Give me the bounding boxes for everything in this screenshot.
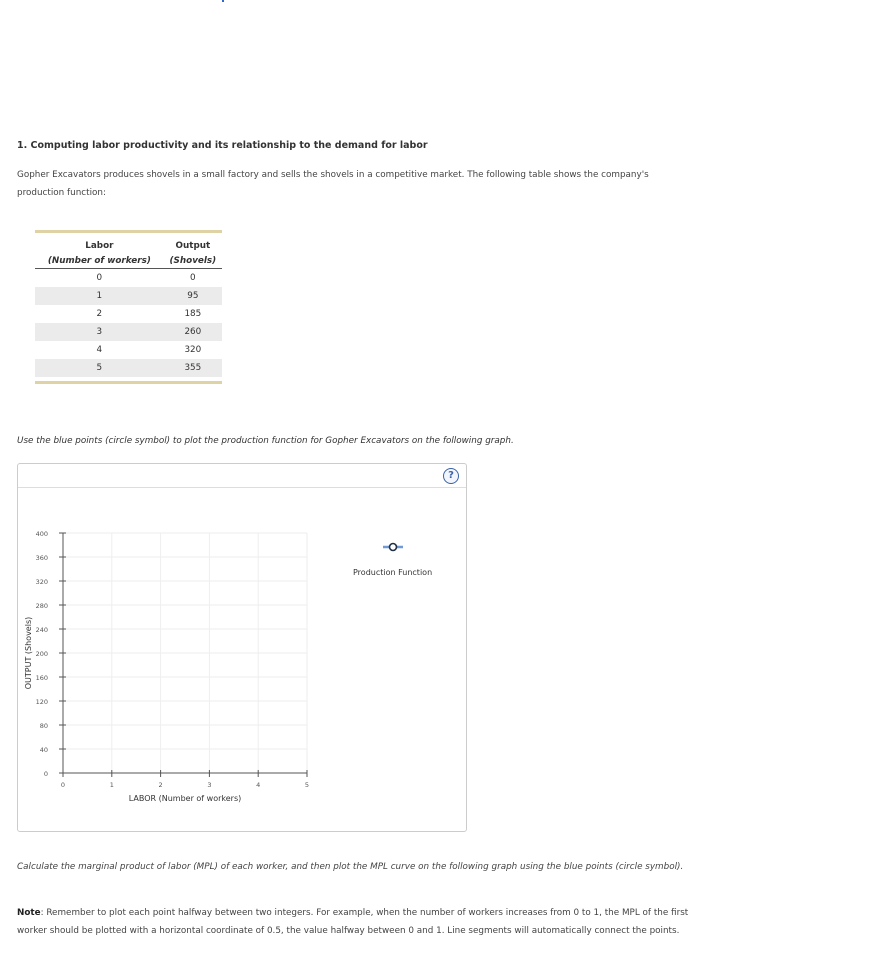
help-icon[interactable]: ? xyxy=(443,468,459,484)
circle-marker-icon[interactable] xyxy=(390,544,397,551)
labor-header: Labor xyxy=(85,241,114,251)
labor-subheader: (Number of workers) xyxy=(35,253,164,269)
x-tick-label: 0 xyxy=(60,781,66,789)
labor-cell: 0 xyxy=(96,273,103,283)
table-row xyxy=(35,269,222,288)
mpl-instruction: Calculate the marginal product of labor (MPL) of each worker, and then plot the MPL curve on the following graph using the blue points (circle symbol). xyxy=(17,862,684,872)
labor-cell: 4 xyxy=(96,345,103,355)
x-tick-label: 5 xyxy=(304,781,310,789)
table-row xyxy=(35,287,222,305)
y-axis-title: OUTPUT (Shovels) xyxy=(24,616,33,690)
legend-label: Production Function xyxy=(353,568,433,577)
plot-instruction: Use the blue points (circle symbol) to plot the production function for Gopher Excavators on the following graph. xyxy=(17,436,514,446)
output-header: Output xyxy=(175,241,211,251)
output-cell: 355 xyxy=(164,359,222,377)
output-cell: 185 xyxy=(184,309,202,319)
production-chart[interactable] xyxy=(18,464,466,831)
y-tick-label: 120 xyxy=(35,698,48,706)
y-tick-label: 240 xyxy=(35,626,48,634)
x-tick-label: 3 xyxy=(207,781,212,789)
y-tick-label: 80 xyxy=(39,722,48,730)
y-tick-label: 400 xyxy=(35,530,48,538)
table-row xyxy=(35,305,222,323)
labor-cell: 5 xyxy=(35,359,164,377)
note-label: Note xyxy=(17,908,41,918)
output-cell: 0 xyxy=(190,273,196,283)
production-table xyxy=(35,230,222,384)
y-tick-label: 200 xyxy=(35,650,48,658)
y-tick-label: 0 xyxy=(43,770,48,778)
question-title: 1. Computing labor productivity and its relationship to the demand for labor xyxy=(17,140,428,151)
scroll-marker xyxy=(222,0,224,2)
graph-panel xyxy=(17,463,467,832)
labor-cell: 2 xyxy=(96,309,103,319)
y-tick-label: 360 xyxy=(35,554,48,562)
table-bottom-rule xyxy=(35,381,222,384)
y-tick-label: 280 xyxy=(35,602,48,610)
table-row xyxy=(35,359,222,377)
table-row xyxy=(35,323,222,341)
question-intro: Gopher Excavators produces shovels in a small factory and sells the shovels in a competitive market. The following table shows the company's production function: xyxy=(17,170,649,198)
x-tick-label: 4 xyxy=(256,781,261,789)
output-cell: 320 xyxy=(184,345,202,355)
output-cell: 95 xyxy=(164,287,222,305)
y-tick-label: 160 xyxy=(35,674,48,682)
y-tick-label: 320 xyxy=(35,578,48,586)
note-text: : Remember to plot each point halfway between two integers. For example, when the number of workers increases from 0 to 1, the MPL of the first worker should be plotted with a horizontal coordinate of 0.5, the value halfway between 0 and 1. Line segments will automatically connect the points. xyxy=(17,908,689,936)
x-tick-label: 2 xyxy=(158,781,163,789)
y-tick-label: 40 xyxy=(39,746,48,754)
output-cell: 260 xyxy=(164,323,222,341)
note-paragraph xyxy=(17,904,697,940)
labor-cell: 1 xyxy=(35,287,164,305)
x-axis-title: LABOR (Number of workers) xyxy=(128,794,242,803)
output-subheader: (Shovels) xyxy=(164,253,222,269)
x-tick-label: 1 xyxy=(109,781,114,789)
table-row xyxy=(35,341,222,359)
labor-cell: 3 xyxy=(35,323,164,341)
